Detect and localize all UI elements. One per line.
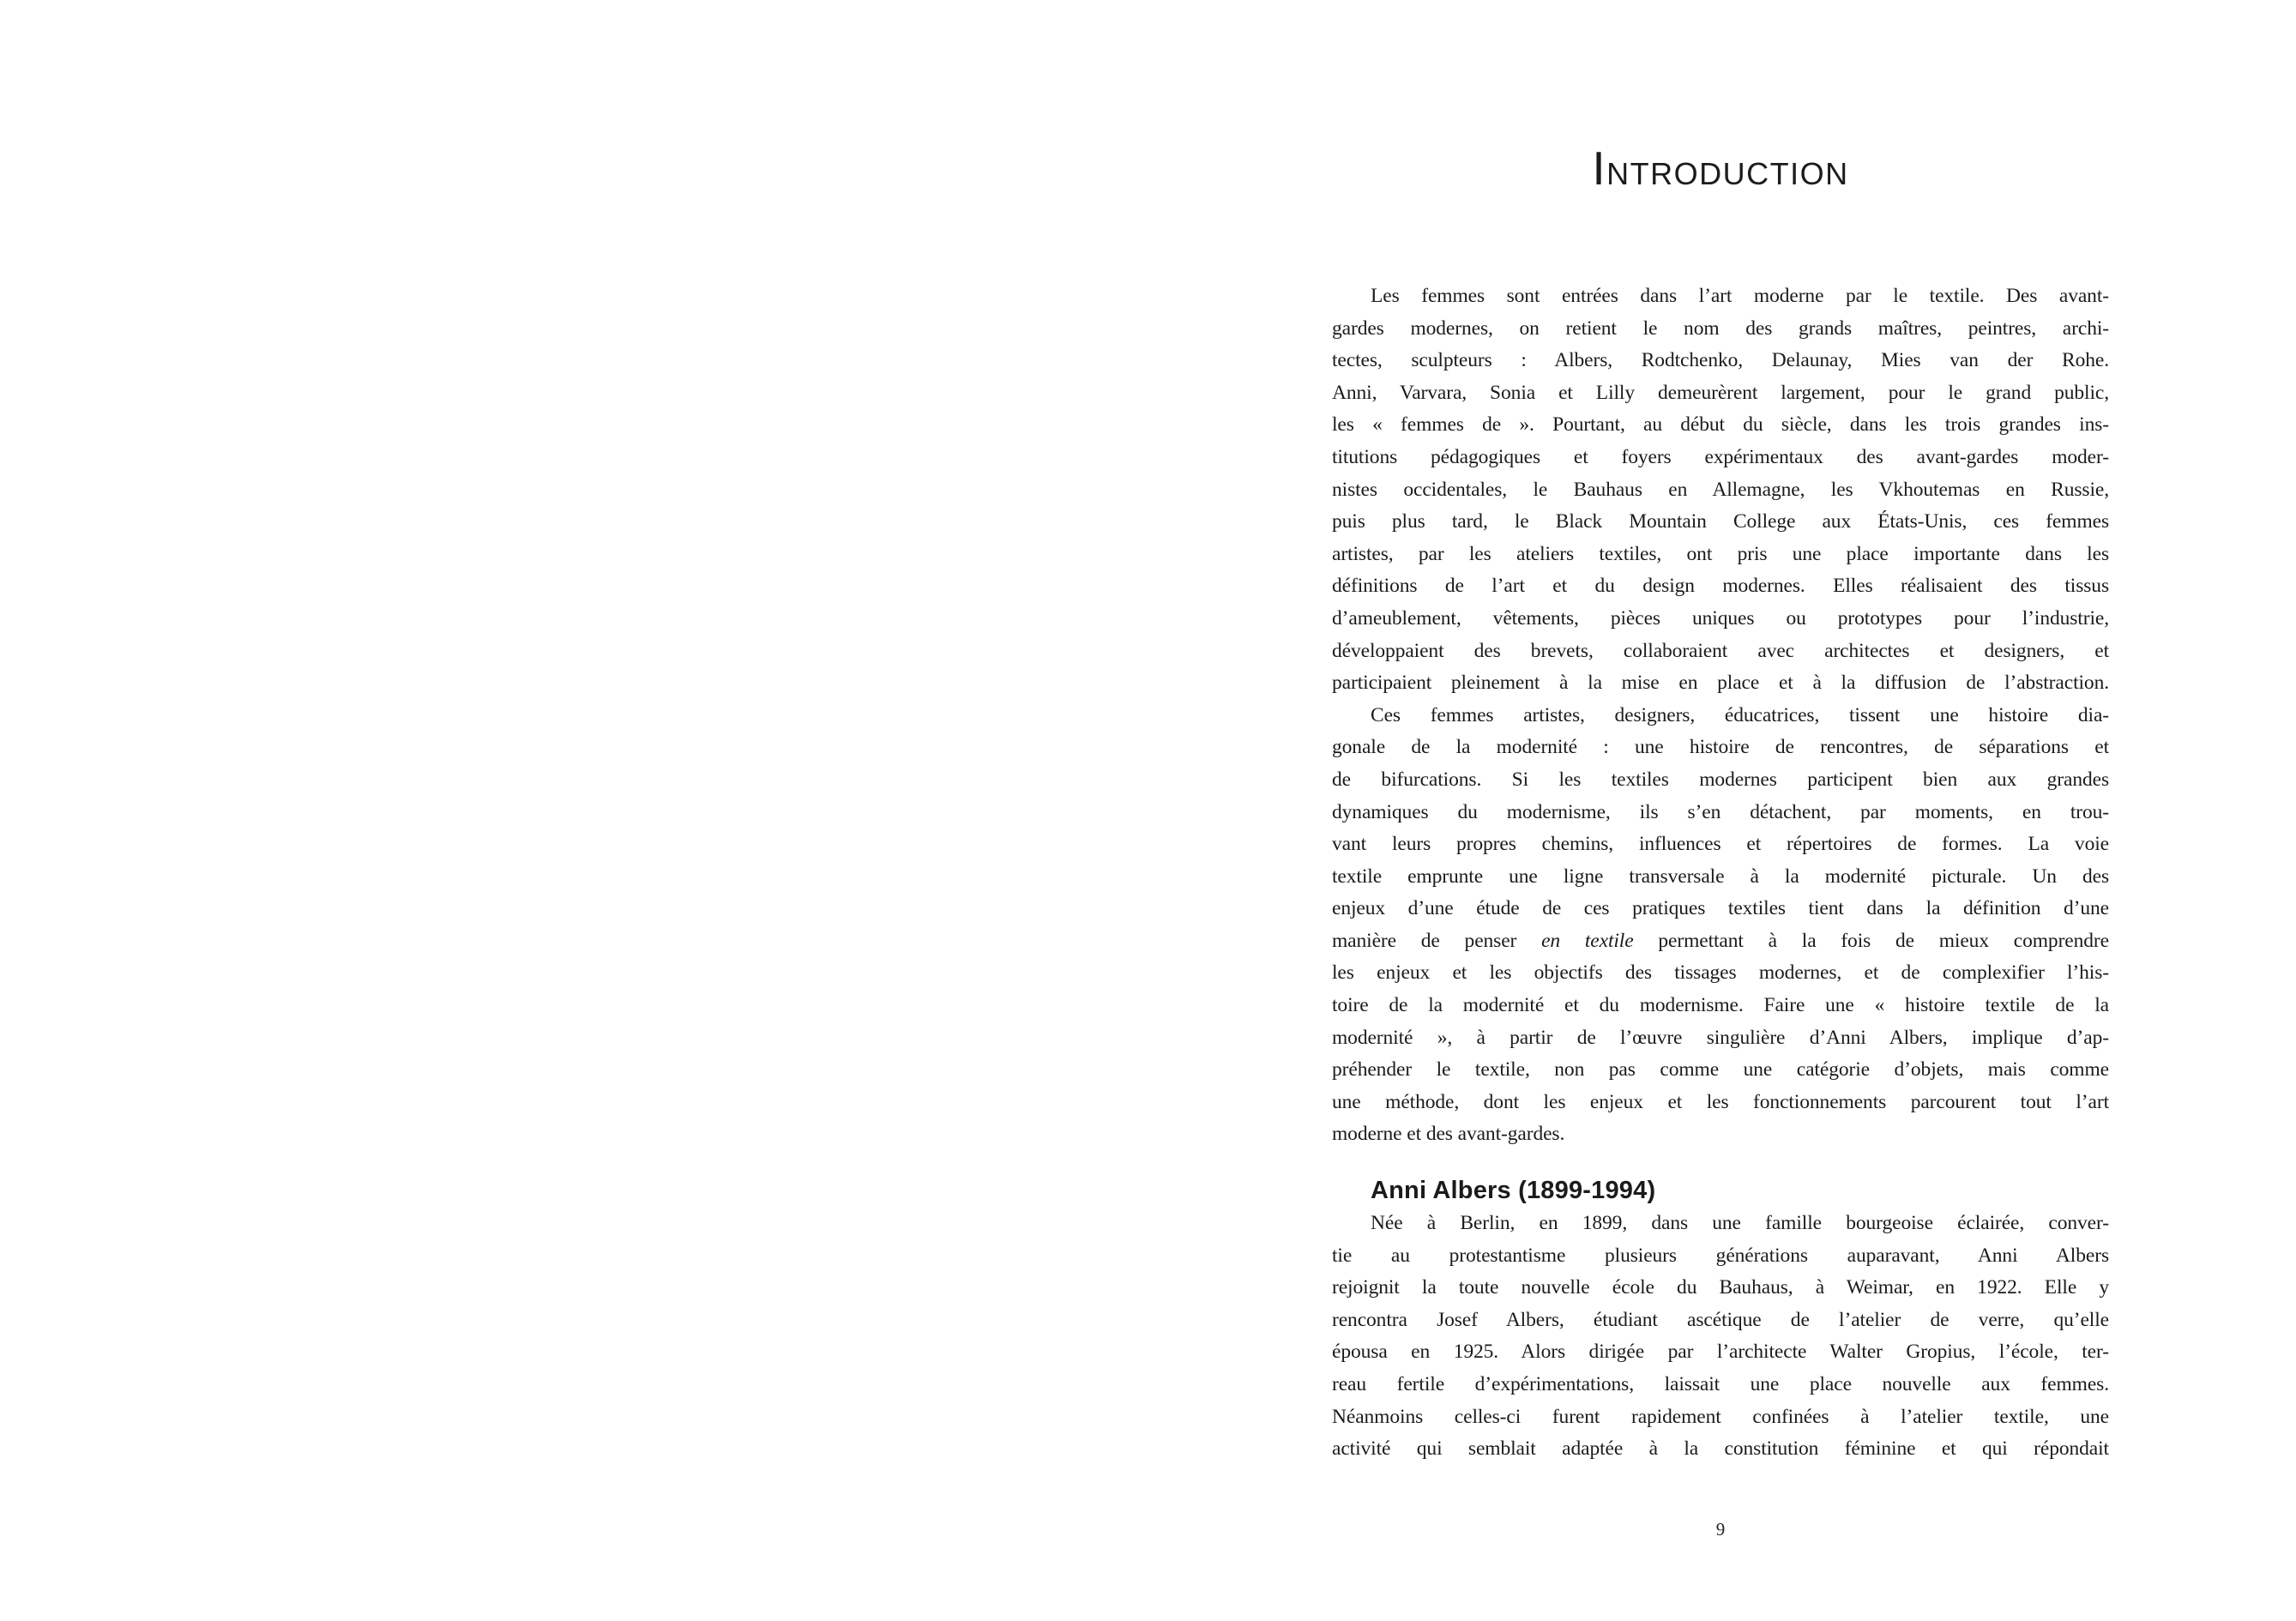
text-line: Les femmes sont entrées dans l’art moderne par le textile. Des avant- — [1371, 285, 2109, 307]
text-line: une méthode, dont les enjeux et les fonctionnements parcourent tout l’art — [1332, 1090, 2109, 1113]
text-line: épousa en 1925. Alors dirigée par l’architecte Walter Gropius, l’école, ter- — [1332, 1341, 2109, 1364]
paragraph-2 — [1332, 700, 2109, 1151]
page-title — [1332, 142, 2109, 199]
text-line: les enjeux et les objectifs des tissages modernes, et de complexifier l’his- — [1332, 961, 2109, 985]
text-line: nistes occidentales, le Bauhaus en Allemagne, les Vkhoutemas en Russie, — [1332, 478, 2109, 501]
text-line: manière de penser en textile permettant à la fois de mieux comprendre — [1332, 929, 2109, 952]
text-line: titutions pédagogiques et foyers expérimentaux des avant-gardes moder- — [1332, 445, 2109, 468]
page-title-initial: I — [1592, 142, 1607, 196]
text-line: modernité », à partir de l’œuvre singulière d’Anni Albers, implique d’ap- — [1332, 1026, 2109, 1049]
text-line: artistes, par les ateliers textiles, ont pris une place importante dans les — [1332, 542, 2109, 565]
page-title-rest: NTRODUCTION — [1606, 156, 1849, 192]
text-line: définitions de l’art et du design modernes. Elles réalisaient des tissus — [1332, 575, 2109, 598]
text-line: toire de la modernité et du modernisme. Faire une « histoire textile de la — [1332, 994, 2109, 1017]
text-line: Anni, Varvara, Sonia et Lilly demeurèrent largement, pour le grand public, — [1332, 381, 2109, 404]
text-line: d’ameublement, vêtements, pièces uniques ou prototypes pour l’industrie, — [1332, 606, 2109, 630]
text-line: tectes, sculpteurs : Albers, Rodtchenko, Delaunay, Mies van der Rohe. — [1332, 349, 2109, 372]
text-line: activité qui semblait adaptée à la constitution féminine et qui répondait — [1332, 1437, 2109, 1461]
text-line: reau fertile d’expérimentations, laissait une place nouvelle aux femmes. — [1332, 1373, 2109, 1395]
page-number: 9 — [1715, 1519, 1726, 1540]
text-line: moderne et des avant-gardes. — [1332, 1123, 1565, 1146]
text-line: vant leurs propres chemins, influences et répertoires de formes. La voie — [1332, 833, 2109, 856]
text-line: enjeux d’une étude de ces pratiques textiles tient dans la définition d’une — [1332, 897, 2109, 920]
text-line: dynamiques du modernisme, ils s’en détachent, par moments, en trou- — [1332, 800, 2109, 823]
text-line: rencontra Josef Albers, étudiant ascétique de l’atelier de verre, qu’elle — [1332, 1308, 2109, 1331]
text-line: Ces femmes artistes, designers, éducatrices, tissent une histoire dia- — [1371, 703, 2109, 726]
text-line: Néanmoins celles-ci furent rapidement confinées à l’atelier textile, une — [1332, 1405, 2109, 1428]
text-line: les « femmes de ». Pourtant, au début du siècle, dans les trois grandes ins- — [1332, 413, 2109, 437]
text-line: de bifurcations. Si les textiles modernes participent bien aux grandes — [1332, 768, 2109, 791]
text-line: gonale de la modernité : une histoire de rencontres, de séparations et — [1332, 736, 2109, 759]
text-line: participaient pleinement à la mise en place et à la diffusion de l’abstraction. — [1332, 672, 2109, 695]
section-heading: Anni Albers (1899-1994) — [1371, 1177, 1656, 1205]
text-line: textile emprunte une ligne transversale à la modernité picturale. Un des — [1332, 865, 2109, 888]
paragraph-1 — [1332, 280, 2109, 700]
text-line: puis plus tard, le Black Mountain College aux États-Unis, ces femmes — [1332, 510, 2109, 533]
text-column — [1332, 280, 2109, 1466]
text-line: gardes modernes, on retient le nom des grands maîtres, peintres, archi- — [1332, 316, 2109, 340]
text-line: Née à Berlin, en 1899, dans une famille bourgeoise éclairée, conver- — [1371, 1212, 2109, 1235]
text-line: tie au protestantisme plusieurs générations auparavant, Anni Albers — [1332, 1244, 2109, 1267]
text-line: préhender le textile, non pas comme une catégorie d’objets, mais comme — [1332, 1058, 2109, 1082]
text-line: rejoignit la toute nouvelle école du Bauhaus, à Weimar, en 1922. Elle y — [1332, 1276, 2109, 1299]
text-line: développaient des brevets, collaboraient avec architectes et designers, et — [1332, 639, 2109, 662]
paragraph-3 — [1332, 1208, 2109, 1466]
